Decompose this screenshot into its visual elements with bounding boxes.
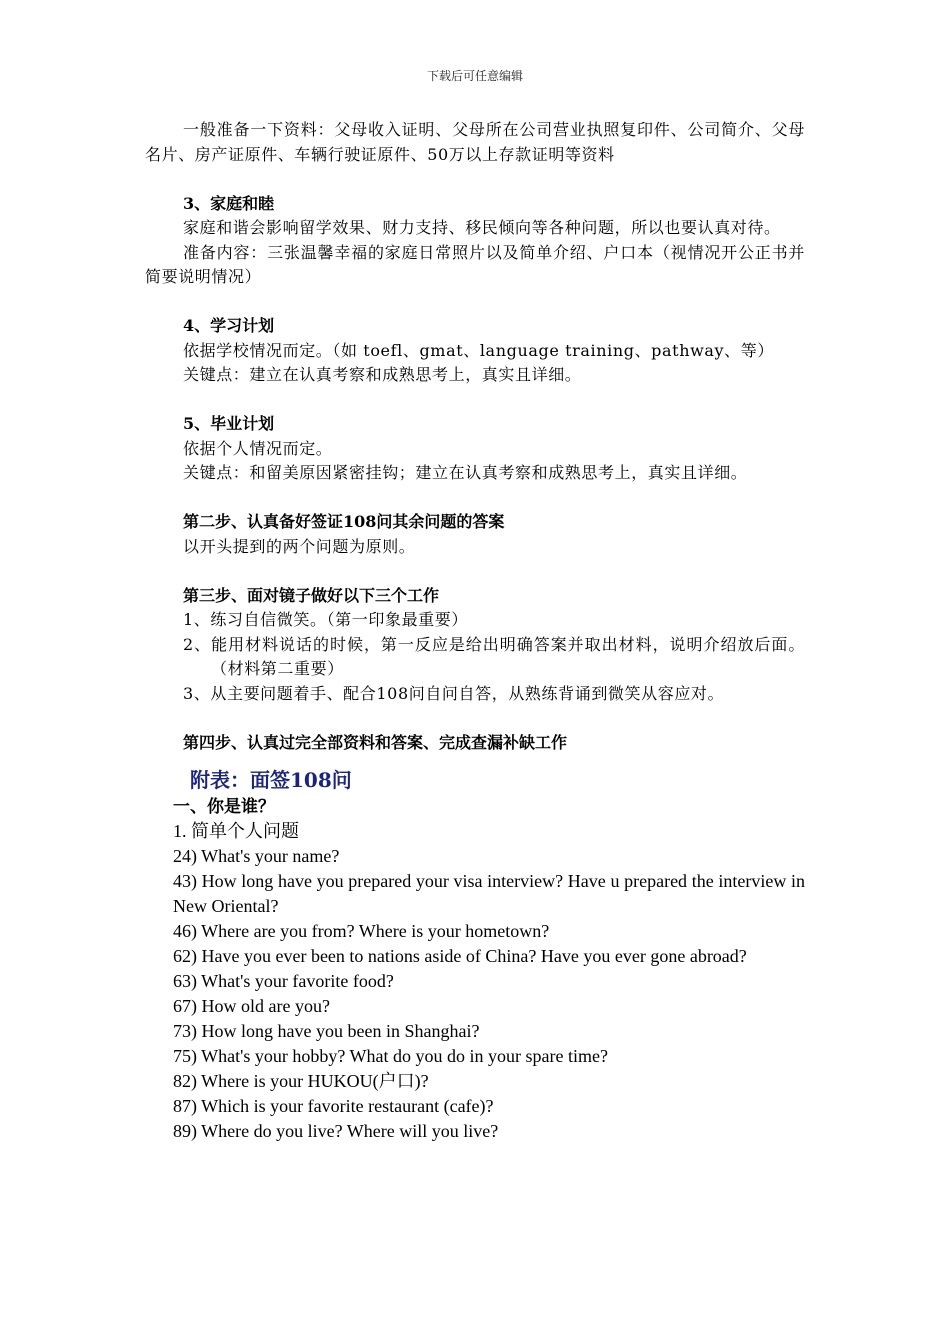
question-item: 43) How long have you prepared your visa interview? Have u prepared the interview in New Oriental? — [173, 871, 805, 916]
question-item: 62) Have you ever been to nations aside of China? Have you ever gone abroad? — [173, 946, 747, 966]
question-item: 82) Where is your HUKOU(户口)? — [173, 1071, 429, 1091]
heading-study-plan: 4、学习计划 — [183, 316, 275, 335]
document-body — [145, 118, 805, 1144]
question-item: 89) Where do you live? Where will you live? — [173, 1121, 499, 1141]
page-header: 下载后可任意编辑 — [426, 69, 523, 83]
list-item: 3、从主要问题着手、配合108问自问自答，从熟练背诵到微笑从容应对。 — [183, 683, 725, 703]
paragraph-materials: 一般准备一下资料：父母收入证明、父母所在公司营业执照复印件、公司简介、父母名片、房产证原件、车辆行驶证原件、50万以上存款证明等资料 — [145, 120, 805, 164]
question-item: 63) What's your favorite food? — [173, 971, 394, 991]
paragraph-step-2: 以开头提到的两个问题为原则。 — [183, 536, 416, 556]
question-item: 24) What's your name? — [173, 846, 340, 866]
paragraph-study-2: 关键点：建立在认真考察和成熟思考上，真实且详细。 — [183, 365, 582, 384]
paragraph-study-1: 依据学校情况而定。（如 toefl、gmat、language training、pathway、等） — [183, 340, 774, 360]
question-list — [145, 844, 805, 1144]
heading-step-2: 第二步、认真备好签证108问其余问题的答案 — [183, 512, 505, 531]
subsection-personal-questions: 1. 简单个人问题 — [173, 821, 299, 841]
heading-graduation-plan: 5、毕业计划 — [183, 414, 275, 433]
section-who-are-you: 一、你是谁？ — [173, 797, 275, 817]
heading-step-4: 第四步、认真过完全部资料和答案、完成查漏补缺工作 — [183, 732, 568, 752]
paragraph-graduation-1: 依据个人情况而定。 — [183, 438, 333, 458]
question-item: 46) Where are you from? Where is your hometown? — [173, 921, 550, 941]
question-item: 67) How old are you? — [173, 996, 330, 1016]
heading-step-3: 第三步、面对镜子做好以下三个工作 — [183, 585, 440, 605]
list-item: 2、能用材料说话的时候，第一反应是给出明确答案并取出材料，说明介绍放后面。（材料第二重要） — [183, 634, 805, 678]
heading-family-harmony: 3、家庭和睦 — [183, 193, 275, 213]
paragraph-family-1: 家庭和谐会影响留学效果、财力支持、移民倾向等各种问题，所以也要认真对待。 — [183, 218, 781, 237]
appendix-title: 附表：面签108问 — [190, 768, 352, 792]
paragraph-graduation-2: 关键点：和留美原因紧密挂钩；建立在认真考察和成熟思考上，真实且详细。 — [183, 463, 748, 482]
paragraph-family-2: 准备内容：三张温馨幸福的家庭日常照片以及简单介绍、户口本（视情况开公正书并简要说明情况） — [145, 242, 805, 286]
question-item: 75) What's your hobby? What do you do in your spare time? — [173, 1046, 608, 1066]
question-item: 87) Which is your favorite restaurant (cafe)? — [173, 1096, 494, 1116]
question-item: 73) How long have you been in Shanghai? — [173, 1021, 480, 1041]
list-item: 1、练习自信微笑。（第一印象最重要） — [183, 610, 468, 629]
